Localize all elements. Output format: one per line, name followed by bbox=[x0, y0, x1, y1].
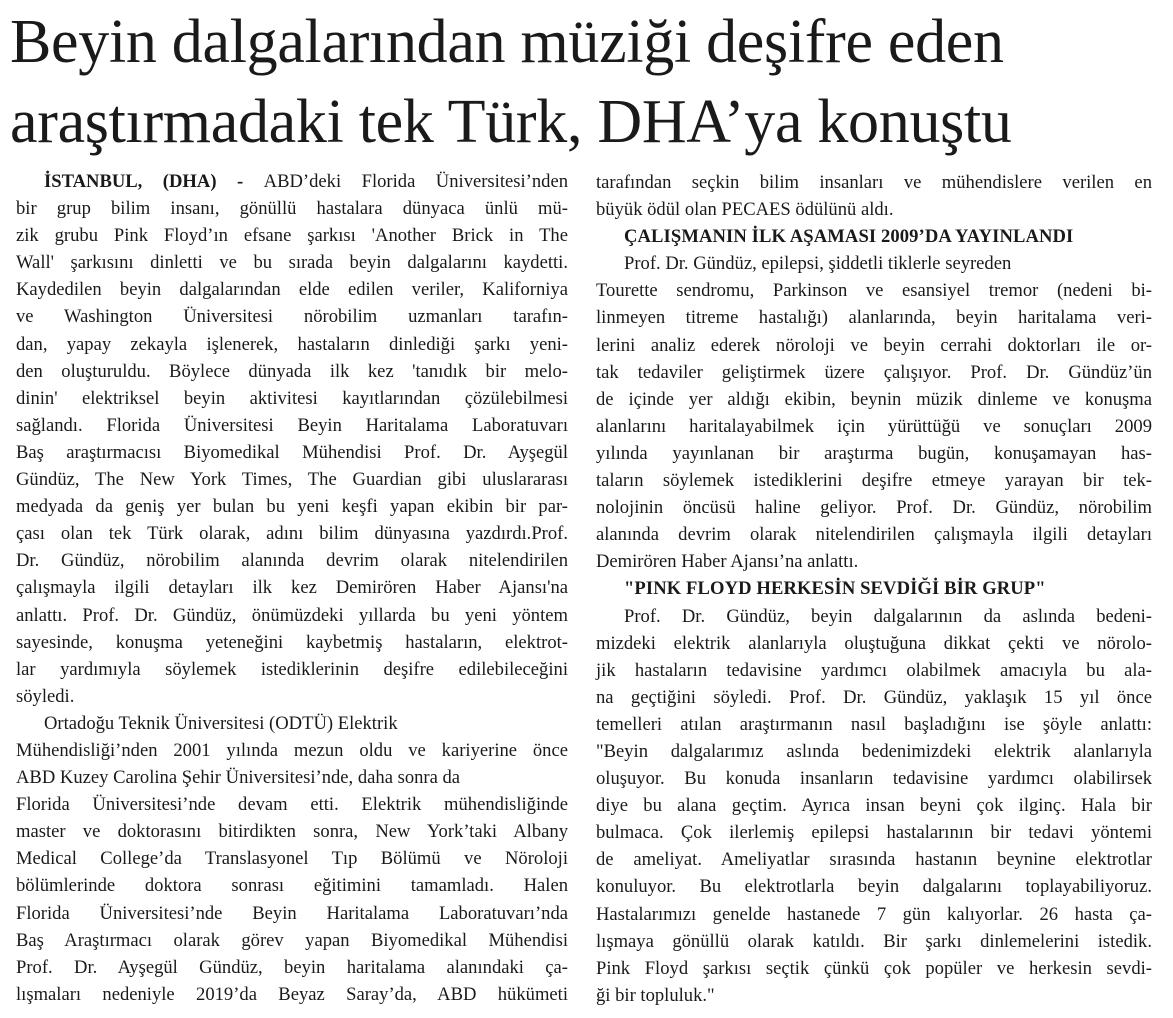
right-column bbox=[596, 169, 1152, 1009]
paragraph-quote bbox=[596, 603, 1152, 1009]
text-line: bulmaca. Çok ilerlemiş epilepsi hastalarının bir tedavi yöntemi bbox=[596, 822, 1152, 844]
text-line: Prof. Dr. Gündüz, beyin dalgalarının da aslında bedeni- bbox=[624, 605, 1152, 627]
text-line: ği bir topluluk." bbox=[596, 984, 715, 1006]
text-line: lışmaları nedeniyle 2019’da Beyaz Saray’da, ABD hükümeti bbox=[16, 983, 568, 1005]
text-line: de ameliyat. Ameliyatlar sırasında hastanın beynine elektrotlar bbox=[596, 849, 1152, 871]
text-line: zik grubu Pink Floyd’ın efsane şarkısı 'Another Brick in The bbox=[16, 225, 568, 247]
text-line: Demirören Haber Ajansı’na anlattı. bbox=[596, 551, 859, 573]
text-line: "Beyin dalgalarımız aslında bedenimizdeki elektrik alanlarıyla bbox=[596, 740, 1152, 762]
text-line: söyledi. bbox=[16, 685, 75, 707]
text-line: Florida Üniversitesi’nde Beyin Haritalama Laboratuvarı’nda bbox=[16, 902, 568, 924]
subheading-pink-floyd: "PINK FLOYD HERKESİN SEVDİĞİ BİR GRUP" bbox=[624, 578, 1046, 600]
article-headline bbox=[10, 2, 1165, 162]
text-line: de içinde yer aldığı ekibin, beynin müzik dinleme ve konuşma bbox=[596, 388, 1152, 410]
text-line: konuluyor. Bu elektrotlarla beyin dalgalarını toplayabiliyoruz. bbox=[596, 876, 1152, 898]
subheading-first-stage: ÇALIŞMANIN İLK AŞAMASI 2009’DA YAYINLANDI bbox=[624, 226, 1074, 248]
text-line: nolojinin öncüsü haline geliyor. Prof. Dr. Gündüz, nörobilim bbox=[596, 497, 1152, 519]
dateline: İSTANBUL, (DHA) - bbox=[44, 171, 264, 192]
headline-line: araştırmadaki tek Türk, DHA’ya konuştu bbox=[10, 88, 1012, 156]
text-line: çası olan tek Türk olarak, adını bilim dünyasına yazdırdı.Prof. bbox=[16, 523, 568, 545]
paragraph-intro bbox=[16, 168, 568, 710]
text-line: oluşuyor. Bu konuda insanların tedavisine yardımcı olabilirsek bbox=[596, 768, 1152, 790]
text-line: Baş Araştırmacı olarak görev yapan Biyomedikal Mühendisi bbox=[16, 929, 568, 951]
text-line: lışmaya gönüllü olarak katıldı. Bir şarkı dinlemelerini istedik. bbox=[596, 930, 1152, 952]
text-line: Ortadoğu Teknik Üniversitesi (ODTÜ) Elektrik bbox=[44, 712, 398, 734]
text-line: bir grup bilim insanı, gönüllü hastalara dünyaca ünlü mü- bbox=[16, 198, 568, 220]
text-line: Wall' şarkısını dinletti ve bu sırada beyin dalgalarını kaydetti. bbox=[16, 252, 568, 274]
paragraph-career bbox=[16, 710, 568, 1008]
text-line: yılında yayınlanan bir araştırma bugün, konuşamayan has- bbox=[596, 442, 1152, 464]
text-line: dinin' elektriksel beyin aktivitesi kayıtlarından çözülebilmesi bbox=[16, 387, 568, 409]
text-line: Prof. Dr. Gündüz, epilepsi, şiddetli tiklerle seyreden bbox=[624, 253, 1012, 275]
paragraph-research bbox=[596, 250, 1152, 575]
text-line: Kaydedilen beyin dalgalarından elde edilen veriler, Kaliforniya bbox=[16, 279, 568, 301]
text-line-content: ABD’deki Florida Üniversitesi’nden bbox=[263, 171, 568, 192]
text-line: sağlandı. Florida Üniversitesi Beyin Haritalama Laboratuvarı bbox=[16, 414, 568, 436]
text-line: temelleri atılan araştırmanın nasıl başladığını ise şöyle anlattı: bbox=[596, 713, 1152, 735]
text-line: Florida Üniversitesi’nde devam etti. Elektrik mühendisliğinde bbox=[16, 794, 568, 816]
text-line: Medical College’da Translasyonel Tıp Bölümü ve Nöroloji bbox=[16, 848, 568, 870]
text-line: Tourette sendromu, Parkinson ve esansiyel tremor (nedeni bi- bbox=[596, 280, 1152, 302]
text-line: alanında devrim olarak nitelendirilen çalışmayla ilgili detayları bbox=[596, 524, 1152, 546]
left-column bbox=[16, 168, 568, 1008]
text-line: lar yardımıyla söylemek istediklerinin deşifre edilebileceğini bbox=[16, 658, 568, 680]
text-line: lerini analiz ederek nöroloji ve beyin cerrahi doktorları ile or- bbox=[596, 334, 1152, 356]
text-line: ABD Kuzey Carolina Şehir Üniversitesi’nde, daha sonra da bbox=[16, 767, 461, 789]
text-line: taların söylemek istediklerini deşifre etmeye yarayan bir tek- bbox=[596, 470, 1152, 492]
text-line: Baş araştırmacısı Biyomedikal Mühendisi Prof. Dr. Ayşegül bbox=[16, 441, 568, 463]
text-line: tarafından seçkin bilim insanları ve mühendislere verilen en bbox=[596, 172, 1152, 193]
text-line: Mühendisliği’nden 2001 yılında mezun oldu ve kariyerine önce bbox=[16, 739, 568, 761]
text-line: tak tedaviler geliştirmek üzere çalışıyor. Prof. Dr. Gündüz’ün bbox=[596, 361, 1152, 383]
text-line: Dr. Gündüz, nörobilim alanında devrim olarak nitelendirilen bbox=[16, 550, 568, 572]
text-line: na geçtiğini söyledi. Prof. Dr. Gündüz, yaklaşık 15 yıl önce bbox=[596, 686, 1152, 708]
headline-line: Beyin dalgalarından müziği deşifre eden bbox=[10, 8, 1004, 76]
text-line: jik hastaların tedavisine yardımcı olabilmek amacıyla bu ala- bbox=[596, 659, 1152, 681]
text-line: büyük ödül olan PECAES ödülünü aldı. bbox=[596, 199, 894, 221]
text-line: Pink Floyd şarkısı seçtik çünkü çok popüler ve herkesin sevdi- bbox=[596, 957, 1152, 979]
text-line: master ve doktorasını bitirdikten sonra, New York’taki Albany bbox=[16, 821, 568, 843]
text-line: Hastalarımızı genelde hastanede 7 gün kalıyorlar. 26 hasta ça- bbox=[596, 903, 1152, 925]
paragraph-award bbox=[596, 169, 1152, 223]
text-line: den oluşturuldu. Böylece dünyada ilk kez 'tanıdık bir melo- bbox=[16, 360, 568, 382]
text-line: bölümlerinde doktora sonrası eğitimini tamamladı. Halen bbox=[16, 875, 568, 897]
text-line: diye bu alana geçtim. Ayrıca insan beyni çok ilginç. Hala bir bbox=[596, 795, 1152, 817]
text-line: medyada da geniş yer bulan bu yeni keşfi yapan ekibin bir par- bbox=[16, 496, 568, 518]
text-line: Prof. Dr. Ayşegül Gündüz, beyin haritalama alanındaki ça- bbox=[16, 956, 568, 978]
text-line: linmeyen titreme hastalığı) alanlarında, beyin haritalama veri- bbox=[596, 307, 1152, 329]
text-line: mizdeki elektrik alanlarıyla oluştuğuna dikkat çekti ve nörolo- bbox=[596, 632, 1152, 654]
text-line: dan, yapay zekayla işlenerek, hastaların dinlediği şarkı yeni- bbox=[16, 333, 568, 355]
text-line: alanlarını haritalayabilmek için yürüttüğü ve sonuçları 2009 bbox=[596, 415, 1152, 437]
text-line bbox=[16, 168, 568, 195]
text-line: Gündüz, The New York Times, The Guardian gibi uluslararası bbox=[16, 469, 568, 491]
text-line: çalışmayla ilgili detayları ilk kez Demirören Haber Ajansı'na bbox=[16, 577, 568, 599]
text-line: sayesinde, konuşma yeteneğini kaybetmiş hastaların, elektrot- bbox=[16, 631, 568, 653]
text-line: anlattı. Prof. Dr. Gündüz, önümüzdeki yıllarda bu yeni yöntem bbox=[16, 604, 568, 626]
text-line: ve Washington Üniversitesi nörobilim uzmanları tarafın- bbox=[16, 306, 568, 328]
